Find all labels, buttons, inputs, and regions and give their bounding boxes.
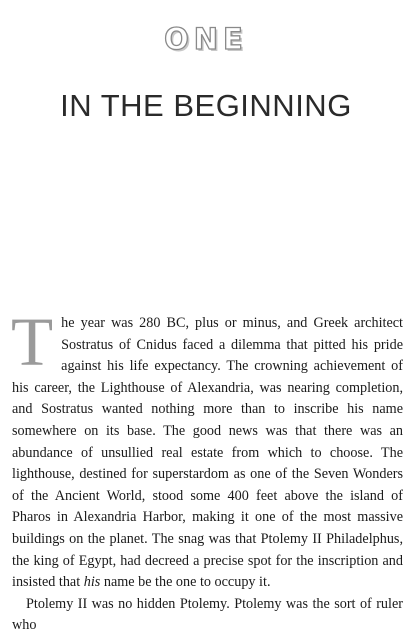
drop-cap: T — [11, 304, 54, 380]
chapter-number: ONE — [164, 22, 248, 56]
chapter-title: IN THE BEGINNING — [60, 88, 352, 123]
paragraph-1 — [11, 304, 403, 594]
paragraph-1-emphasis: his — [83, 574, 101, 591]
paragraph-2: Ptolemy II was no hidden Ptolemy. Ptolemy was the sort of ruler who — [12, 595, 403, 634]
chapter-body — [11, 304, 403, 637]
paragraph-1-text-end: name be the one to occupy it. — [100, 574, 271, 591]
paragraph-1-text-start: he year was 280 BC, plus or minus, and Greek architect Sostratus of Cnidus faced a dilemma that pitted his pride against his life expectancy. The crowning achievement of his career, the Lighthouse of Alexandria, was nearing completion, and Sostratus wanted nothing more than to inscribe his name somewhere on its base. The good news was that there was an abundance of unsullied real estate from which to choose. The lighthouse, destined for superstardom as one of the Seven Wonders of the Ancient World, stood some 400 feet above the island of Pharos in Alexandria Harbor, making it one of the most massive buildings on the planet. The snag was that Ptolemy II Philadelphus, the king of Egypt, had decreed a precise spot for the inscription and insisted that — [12, 315, 403, 591]
